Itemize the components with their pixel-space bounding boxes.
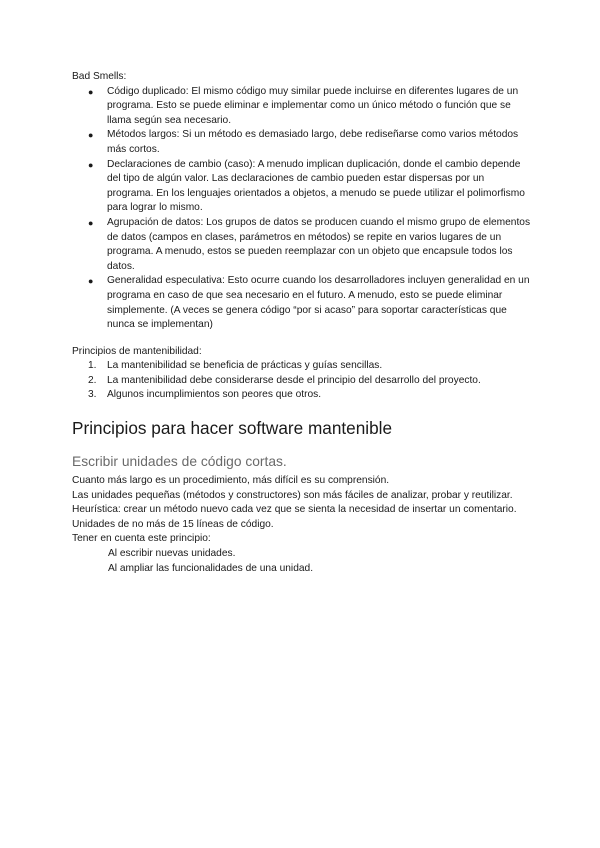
bad-smells-list xyxy=(72,85,532,333)
bullet-icon: ● xyxy=(88,159,94,170)
paragraph-line: Cuanto más largo es un procedimiento, más difícil es su comprensión. xyxy=(72,475,390,487)
list-item: 3. Algunos incumplimientos son peores que otros. xyxy=(72,388,532,403)
maintainability-list xyxy=(72,359,532,403)
bullet-icon: ● xyxy=(88,130,94,141)
bullet-icon: ● xyxy=(88,217,94,228)
list-item: ● Generalidad especulativa: Esto ocurre cuando los desarrolladores incluyen generalidad en un programa en caso de que sea necesario en el futuro. A menudo, esto se puede eliminar simplemente. (A veces se genera código “por si acaso” para soportar características que nunca se implementan) xyxy=(88,275,530,331)
paragraph-line: Unidades de no más de 15 líneas de código. xyxy=(72,518,274,530)
list-number: 2. xyxy=(88,374,97,386)
bullet-icon: ● xyxy=(88,276,94,287)
paragraph-line: Heurística: crear un método nuevo cada vez que se sienta la necesidad de insertar un comentario. xyxy=(72,504,517,516)
document-content xyxy=(72,70,532,576)
list-item: 1. La mantenibilidad se beneficia de prácticas y guías sencillas. xyxy=(72,359,532,374)
list-item: ● Declaraciones de cambio (caso): A menudo implican duplicación, donde el cambio depende del tipo de algún valor. Las declaraciones de cambio pueden estar dispersas por un programa. En los lenguajes orientados a objetos, a menudo se puede utilizar el polimorfismo para lograr lo mismo. xyxy=(88,158,525,214)
bad-smells-heading: Bad Smells: xyxy=(72,71,127,82)
list-item: ● Agrupación de datos: Los grupos de datos se producen cuando el mismo grupo de elementos de datos (campos en clases, parámetros en métodos) se repite en varios lugares de un programa. A menudo, estos se pueden reemplazar con un objeto que encapsule todos los datos. xyxy=(88,216,531,272)
list-number: 1. xyxy=(88,360,97,372)
list-item: 2. La mantenibilidad debe considerarse desde el principio del desarrollo del proyecto. xyxy=(72,374,532,389)
list-item: ● Código duplicado: El mismo código muy similar puede incluirse en diferentes lugares de un programa. Esto se puede eliminar e implementar como un único método o función que se llama según sea necesario. xyxy=(88,85,519,126)
paragraph-line: Tener en cuenta este principio: xyxy=(72,533,211,545)
subsection-title: Escribir unidades de código cortas. xyxy=(72,454,287,470)
bullet-icon: ● xyxy=(88,86,94,97)
section-title: Principios para hacer software mantenible xyxy=(72,418,393,439)
list-item: ● Métodos largos: Si un método es demasiado largo, debe rediseñarse como varios métodos más cortos. xyxy=(88,129,519,155)
maintainability-heading: Principios de mantenibilidad: xyxy=(72,345,202,357)
indented-line: Al ampliar las funcionalidades de una unidad. xyxy=(108,562,314,574)
list-number: 3. xyxy=(88,389,97,401)
paragraph-line: Las unidades pequeñas (métodos y constructores) son más fáciles de analizar, probar y reutilizar. xyxy=(72,489,513,501)
indented-line: Al escribir nuevas unidades. xyxy=(108,548,236,560)
